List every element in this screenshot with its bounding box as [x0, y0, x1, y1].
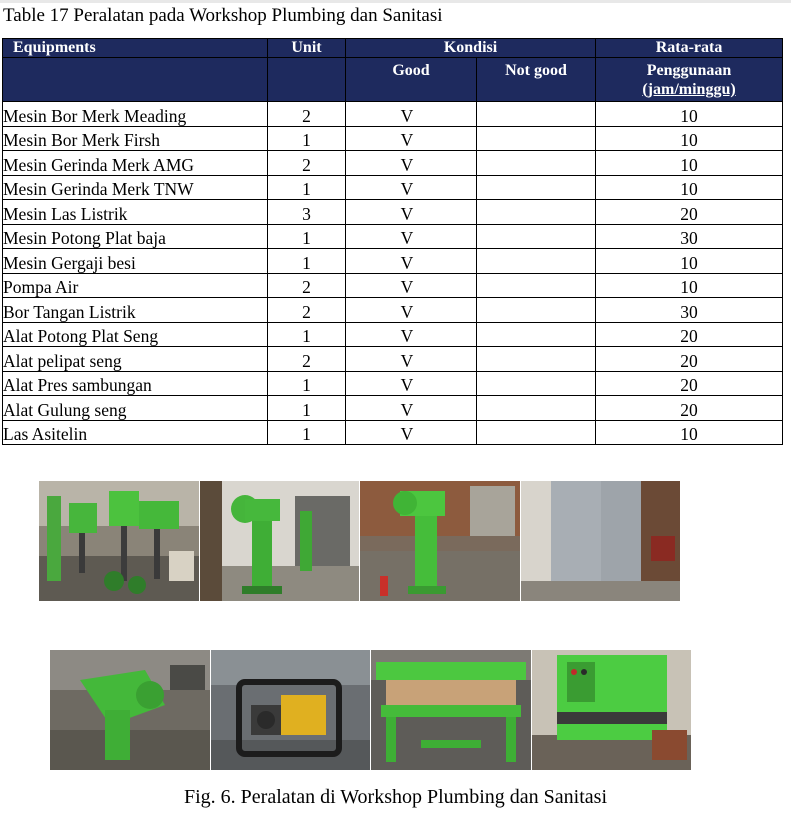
good-check-mark: V: [400, 154, 414, 175]
cell-good: [346, 126, 477, 151]
header-not-good: [477, 58, 596, 102]
table-body: [3, 102, 783, 445]
header-equipments-blank: [3, 58, 268, 102]
good-check-mark: V: [400, 203, 414, 224]
table-row: [3, 102, 783, 127]
cabinet-welder-image: [521, 481, 680, 601]
photo-bench-grinder: [200, 481, 359, 601]
cell-equipment-name: Las Asitelin: [3, 420, 268, 445]
cell-usage-rate: 20: [596, 347, 783, 372]
guillotine-image: [532, 650, 691, 770]
good-check-mark: V: [400, 375, 414, 395]
cell-good: [346, 347, 477, 372]
good-check-mark: V: [400, 105, 414, 126]
cell-not-good: [477, 175, 596, 200]
cell-equipment-name: Mesin Potong Plat baja: [3, 224, 268, 249]
header-unit-blank: [268, 58, 346, 102]
cell-usage-rate: 30: [596, 298, 783, 323]
cell-usage-rate: 10: [596, 273, 783, 298]
good-check-mark: V: [400, 252, 414, 273]
cell-equipment-name: Mesin Bor Merk Firsh: [3, 126, 268, 151]
table-row: [3, 175, 783, 200]
cell-good: [346, 102, 477, 127]
cell-usage-rate: 20: [596, 371, 783, 396]
equipment-table: [2, 38, 783, 445]
cell-good: [346, 322, 477, 347]
cell-unit: 1: [268, 371, 346, 396]
cell-equipment-name: Alat pelipat seng: [3, 347, 268, 372]
table-row: [3, 200, 783, 225]
cell-not-good: [477, 151, 596, 176]
cell-good: [346, 224, 477, 249]
cell-good: [346, 273, 477, 298]
cell-good: [346, 371, 477, 396]
good-check-mark: V: [400, 326, 414, 346]
bench-grinder-image: [200, 481, 359, 601]
cell-not-good: [477, 298, 596, 323]
cell-usage-rate: 10: [596, 175, 783, 200]
shear-machine-image: [371, 650, 531, 770]
photo-cabinet-welder: [521, 481, 680, 601]
cell-usage-rate: 20: [596, 322, 783, 347]
table-row: [3, 224, 783, 249]
cell-unit: 2: [268, 102, 346, 127]
cell-not-good: [477, 420, 596, 445]
table-row: [3, 151, 783, 176]
cell-good: [346, 420, 477, 445]
cell-unit: 3: [268, 200, 346, 225]
cell-not-good: [477, 396, 596, 421]
table-caption: Table 17 Peralatan pada Workshop Plumbing dan Sanitasi: [3, 5, 443, 26]
good-check-mark: V: [400, 228, 414, 248]
table-row: [3, 298, 783, 323]
table-row: [3, 347, 783, 372]
cell-usage-rate: 10: [596, 151, 783, 176]
good-check-mark: V: [400, 350, 414, 371]
cell-usage-rate: 30: [596, 224, 783, 249]
cell-not-good: [477, 273, 596, 298]
header-kondisi: Kondisi: [346, 39, 596, 58]
header-usage: [596, 58, 783, 102]
cell-equipment-name: Mesin Gerinda Merk TNW: [3, 175, 268, 200]
cell-usage-rate: 10: [596, 420, 783, 445]
cell-not-good: [477, 322, 596, 347]
cell-unit: 1: [268, 224, 346, 249]
cell-good: [346, 249, 477, 274]
table-row: [3, 396, 783, 421]
photo-bender: [50, 650, 210, 770]
header-penggunaan: Penggunaan: [646, 62, 732, 79]
cell-usage-rate: 20: [596, 396, 783, 421]
cell-not-good: [477, 371, 596, 396]
header-rata-rata: Rata-rata: [596, 39, 783, 58]
cell-equipment-name: Alat Pres sambungan: [3, 371, 268, 396]
cell-not-good: [477, 126, 596, 151]
cell-unit: 2: [268, 347, 346, 372]
cell-good: [346, 396, 477, 421]
cell-equipment-name: Pompa Air: [3, 273, 268, 298]
top-divider: [0, 0, 791, 3]
cell-good: [346, 175, 477, 200]
table-row: [3, 371, 783, 396]
cell-unit: 1: [268, 249, 346, 274]
cell-equipment-name: Mesin Las Listrik: [3, 200, 268, 225]
table-row: [3, 322, 783, 347]
header-good: [346, 58, 477, 102]
good-check-mark: V: [400, 179, 414, 199]
drill-press-image: [39, 481, 199, 601]
good-check-mark: V: [400, 399, 414, 420]
cell-usage-rate: 10: [596, 249, 783, 274]
cell-not-good: [477, 347, 596, 372]
good-check-mark: V: [400, 301, 414, 322]
table-row: [3, 249, 783, 274]
cell-good: [346, 151, 477, 176]
good-check-mark: V: [400, 424, 414, 444]
header-jam-minggu: (jam/minggu): [642, 81, 736, 98]
photo-grinder-stand: [360, 481, 520, 601]
photo-drill-press: [39, 481, 199, 601]
header-not-good-label: Not good: [505, 62, 567, 79]
cell-not-good: [477, 200, 596, 225]
cell-usage-rate: 10: [596, 102, 783, 127]
bender-image: [50, 650, 210, 770]
photo-shear-machine: [371, 650, 531, 770]
header-equipments: Equipments: [3, 39, 268, 58]
grinder-stand-image: [360, 481, 520, 601]
table-row: [3, 126, 783, 151]
cell-not-good: [477, 224, 596, 249]
cell-unit: 1: [268, 396, 346, 421]
cell-equipment-name: Mesin Gergaji besi: [3, 249, 268, 274]
header-good-label: Good: [392, 62, 430, 79]
good-check-mark: V: [400, 277, 414, 297]
cell-not-good: [477, 102, 596, 127]
cell-good: [346, 200, 477, 225]
cell-equipment-name: Mesin Bor Merk Meading: [3, 102, 268, 127]
table-row: [3, 273, 783, 298]
cell-usage-rate: 20: [596, 200, 783, 225]
cell-equipment-name: Bor Tangan Listrik: [3, 298, 268, 323]
cell-unit: 2: [268, 273, 346, 298]
header-unit: Unit: [268, 39, 346, 58]
cell-unit: 1: [268, 420, 346, 445]
cell-unit: 2: [268, 151, 346, 176]
cell-unit: 1: [268, 322, 346, 347]
cell-unit: 1: [268, 175, 346, 200]
water-pump-image: [211, 650, 370, 770]
good-check-mark: V: [400, 130, 414, 150]
cell-good: [346, 298, 477, 323]
cell-not-good: [477, 249, 596, 274]
cell-equipment-name: Mesin Gerinda Merk AMG: [3, 151, 268, 176]
cell-unit: 1: [268, 126, 346, 151]
cell-usage-rate: 10: [596, 126, 783, 151]
figure-caption: Fig. 6. Peralatan di Workshop Plumbing dan Sanitasi: [184, 786, 607, 808]
photo-water-pump: [211, 650, 370, 770]
cell-equipment-name: Alat Gulung seng: [3, 396, 268, 421]
photo-guillotine: [532, 650, 691, 770]
cell-unit: 2: [268, 298, 346, 323]
cell-equipment-name: Alat Potong Plat Seng: [3, 322, 268, 347]
table-row: [3, 420, 783, 445]
